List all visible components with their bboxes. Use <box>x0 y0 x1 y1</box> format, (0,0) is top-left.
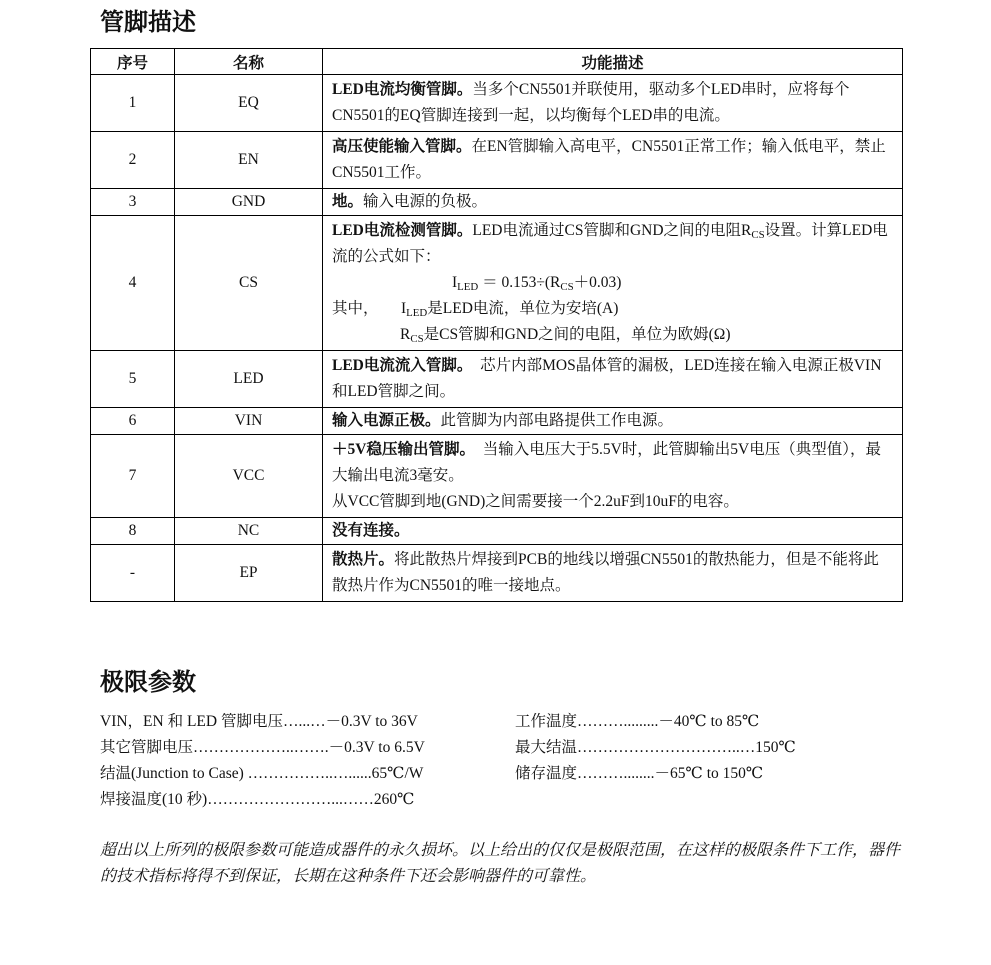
pin-function-title: LED电流流入管脚。 <box>332 357 465 374</box>
pin-function-title: LED电流检测管脚。 <box>332 222 473 239</box>
table-row <box>91 545 903 602</box>
pin-function-text: 在EN管脚输入高电平，CN5501正常工作；输入低电平，禁止CN5501工作。 <box>332 138 886 181</box>
pin-name: EQ <box>175 75 323 132</box>
table-row <box>91 435 903 518</box>
pin-name: LED <box>175 351 323 408</box>
pin-function-text: 当多个CN5501并联使用，驱动多个LED串时，应将每个CN5501的EQ管脚连接到一起，以均衡每个LED串的电流。 <box>332 81 850 124</box>
pin-number: 3 <box>91 189 175 216</box>
pin-name: CS <box>175 216 323 351</box>
pin-name: NC <box>175 518 323 545</box>
pin-function-text: 从VCC管脚到地(GND)之间需要接一个2.2uF到10uF的电容。 <box>332 493 739 510</box>
ratings-left-column <box>100 709 425 813</box>
formula-symbol: I <box>401 300 407 317</box>
rating-item: VIN，EN 和 LED 管脚电压…...…－0.3V to 36V <box>100 713 418 730</box>
pin-function-text: 此管脚为内部电路提供工作电源。 <box>440 412 674 429</box>
pin-function <box>323 435 903 518</box>
pin-number: 4 <box>91 216 175 351</box>
rating-item: 其它管脚电压………………..…….－0.3V to 6.5V <box>100 739 425 756</box>
ratings-warning-note: 超出以上所列的极限参数可能造成器件的永久损坏。以上给出的仅仅是极限范围，在这样的极限条件下工作，器件的技术指标将得不到保证，长期在这种条件下还会影响器件的可靠性。 <box>100 842 901 885</box>
formula-symbol: R <box>400 326 411 343</box>
led-current-formula <box>332 270 894 296</box>
rating-item: 工作温度……….........－40℃ to 85℃ <box>515 713 760 730</box>
subscript: CS <box>560 281 574 293</box>
pin-name: EP <box>175 545 323 602</box>
pin-function-title: 没有连接。 <box>332 522 410 539</box>
pin-function <box>323 351 903 408</box>
subscript: CS <box>751 229 765 241</box>
subscript: LED <box>457 281 479 293</box>
pin-function <box>323 189 903 216</box>
subscript: LED <box>406 307 428 319</box>
table-row <box>91 132 903 189</box>
table-row <box>91 518 903 545</box>
where-label: 其中， <box>332 300 379 317</box>
formula-symbol: I <box>452 274 458 291</box>
pin-name: EN <box>175 132 323 189</box>
formula-tail: ＋0.03) <box>573 274 622 291</box>
column-header-no: 序号 <box>91 49 175 75</box>
pin-function-title: LED电流均衡管脚。 <box>332 81 473 98</box>
pin-function-title: 散热片。 <box>332 551 395 568</box>
table-row <box>91 189 903 216</box>
subscript: CS <box>410 333 424 345</box>
pin-number: 2 <box>91 132 175 189</box>
pin-function-title: ＋5V稳压输出管脚。 <box>332 441 468 458</box>
rating-item: 最大结温…………………………..…150℃ <box>515 739 796 756</box>
pin-function <box>323 518 903 545</box>
pin-function-text: 芯片内部MOS晶体管的漏极，LED连接在输入电源正极VIN和LED管脚之间。 <box>332 357 882 400</box>
table-header-row <box>91 49 903 75</box>
rating-item: 结温(Junction to Case) ……………..…......65℃/W <box>100 765 424 782</box>
pin-function <box>323 545 903 602</box>
formula-body: ＝ 0.153÷(R <box>478 274 561 291</box>
pin-function <box>323 408 903 435</box>
table-row <box>91 216 903 351</box>
pin-function <box>323 132 903 189</box>
rating-item: 储存温度………........－65℃ to 150℃ <box>515 765 764 782</box>
pin-function-text: 当输入电压大于5.5V时，此管脚输出5V电压（典型值），最大输出电流3毫安。 <box>332 441 881 484</box>
pin-function <box>323 75 903 132</box>
pin-number: 5 <box>91 351 175 408</box>
absolute-max-ratings-heading: 极限参数 <box>100 670 196 696</box>
pin-number: - <box>91 545 175 602</box>
definition-text: 是LED电流，单位为安培(A) <box>427 300 619 317</box>
pin-number: 7 <box>91 435 175 518</box>
pin-function-text: LED电流通过CS管脚和GND之间的电阻R <box>472 222 752 239</box>
pin-number: 1 <box>91 75 175 132</box>
definition-text: 是CS管脚和GND之间的电阻，单位为欧姆(Ω) <box>423 326 731 343</box>
pin-number: 8 <box>91 518 175 545</box>
pin-name: VIN <box>175 408 323 435</box>
pin-name: GND <box>175 189 323 216</box>
pin-function <box>323 216 903 351</box>
pin-function-text: 设置。计算LED电流的公式如下： <box>332 222 888 265</box>
table-row <box>91 351 903 408</box>
table-row <box>91 408 903 435</box>
pin-function-intro <box>332 218 894 270</box>
table-row <box>91 75 903 132</box>
pin-function-title: 地。 <box>332 193 364 210</box>
pin-function-text: 将此散热片焊接到PCB的地线以增强CN5501的散热能力，但是不能将此散热片作为CN5501的唯一接地点。 <box>332 551 879 594</box>
pin-function-title: 高压使能输入管脚。 <box>332 138 472 155</box>
column-header-desc: 功能描述 <box>323 49 903 75</box>
formula-definition <box>332 296 894 322</box>
rating-item: 焊接温度(10 秒)……………………...……260℃ <box>100 791 415 808</box>
column-header-name: 名称 <box>175 49 323 75</box>
ratings-right-column <box>515 709 796 787</box>
pin-number: 6 <box>91 408 175 435</box>
pin-name: VCC <box>175 435 323 518</box>
pin-function-title: 输入电源正极。 <box>332 412 441 429</box>
pin-description-heading: 管脚描述 <box>100 10 196 36</box>
formula-definition <box>332 322 894 348</box>
pin-description-table <box>90 48 903 602</box>
pin-function-text: 输入电源的负极。 <box>363 193 488 210</box>
